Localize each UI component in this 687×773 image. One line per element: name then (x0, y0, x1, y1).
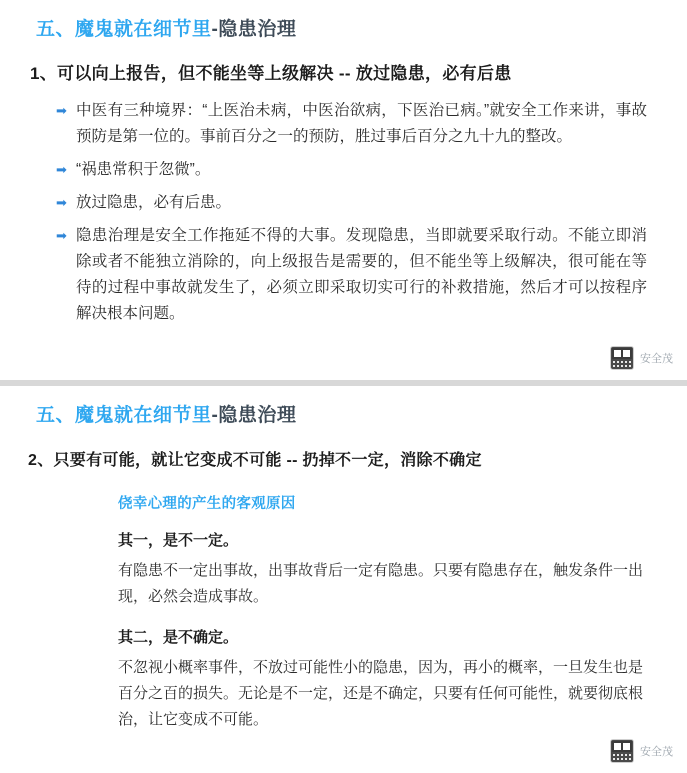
slide-1-title-dark: -隐患治理 (211, 19, 297, 40)
list-item (56, 98, 647, 150)
slide-2 (0, 386, 687, 773)
slide-1 (0, 0, 687, 380)
qr-code-icon (610, 739, 634, 763)
slide-2-block-2-text: 不忽视小概率事件，不放过可能性小的隐患，因为，再小的概率，一旦发生也是百分之百的损失。无论是不一定，还是不确定，只要有任何可能性，就要彻底根治，让它变成不可能。 (118, 659, 644, 728)
list-item-text: 放过隐患，必有后患。 (76, 194, 232, 211)
slide-2-block-2-label: 其二，是不确定。 (118, 629, 239, 646)
slide-2-block-1-text: 有隐患不一定出事故，出事故背后一定有隐患。只要有隐患存在，触发条件一出现，必然会造成事故。 (118, 562, 644, 605)
slide-2-subheading: 侥幸心理的产生的客观原因 (118, 496, 296, 512)
list-item (56, 157, 647, 183)
slide-2-heading: 2、只要有可能，就让它变成不可能 -- 扔掉不一定，消除不确定 (28, 452, 482, 469)
list-item (56, 190, 647, 216)
list-item (56, 223, 647, 327)
slide-2-title-dark: -隐患治理 (211, 405, 297, 426)
slide-1-bullet-list (0, 98, 687, 327)
bullet-arrow-icon: ➡ (56, 228, 67, 243)
slide-1-title-blue: 五、魔鬼就在细节里 (36, 19, 212, 40)
bullet-arrow-icon: ➡ (56, 103, 67, 118)
watermark-label: 安全茂 (640, 353, 673, 365)
list-item-text: 中医有三种境界：“上医治未病，中医治欲病，下医治已病。”就安全工作来讲，事故预防是第一位的。事前百分之一的预防，胜过事后百分之九十九的整改。 (76, 102, 647, 145)
slide-1-heading: 1、可以向上报告，但不能坐等上级解决 -- 放过隐患，必有后患 (30, 64, 512, 83)
watermark-badge (610, 739, 673, 763)
qr-code-icon (610, 346, 634, 370)
slide-2-title-blue: 五、魔鬼就在细节里 (36, 405, 212, 426)
slide-1-title (0, 0, 687, 41)
bullet-arrow-icon: ➡ (56, 162, 67, 177)
slide-2-block-1-label: 其一，是不一定。 (118, 532, 239, 549)
slide-2-title (0, 386, 687, 427)
watermark-label: 安全茂 (640, 746, 673, 758)
bullet-arrow-icon: ➡ (56, 195, 67, 210)
watermark-badge (610, 346, 673, 370)
list-item-text: 隐患治理是安全工作拖延不得的大事。发现隐患，当即就要采取行动。不能立即消除或者不能独立消除的，向上级报告是需要的，但不能坐等上级解决，很可能在等待的过程中事故就发生了，必须立即采取切实可行的补救措施，然后才可以按程序解决根本问题。 (76, 227, 647, 322)
list-item-text: “祸患常积于忽微”。 (76, 161, 211, 178)
